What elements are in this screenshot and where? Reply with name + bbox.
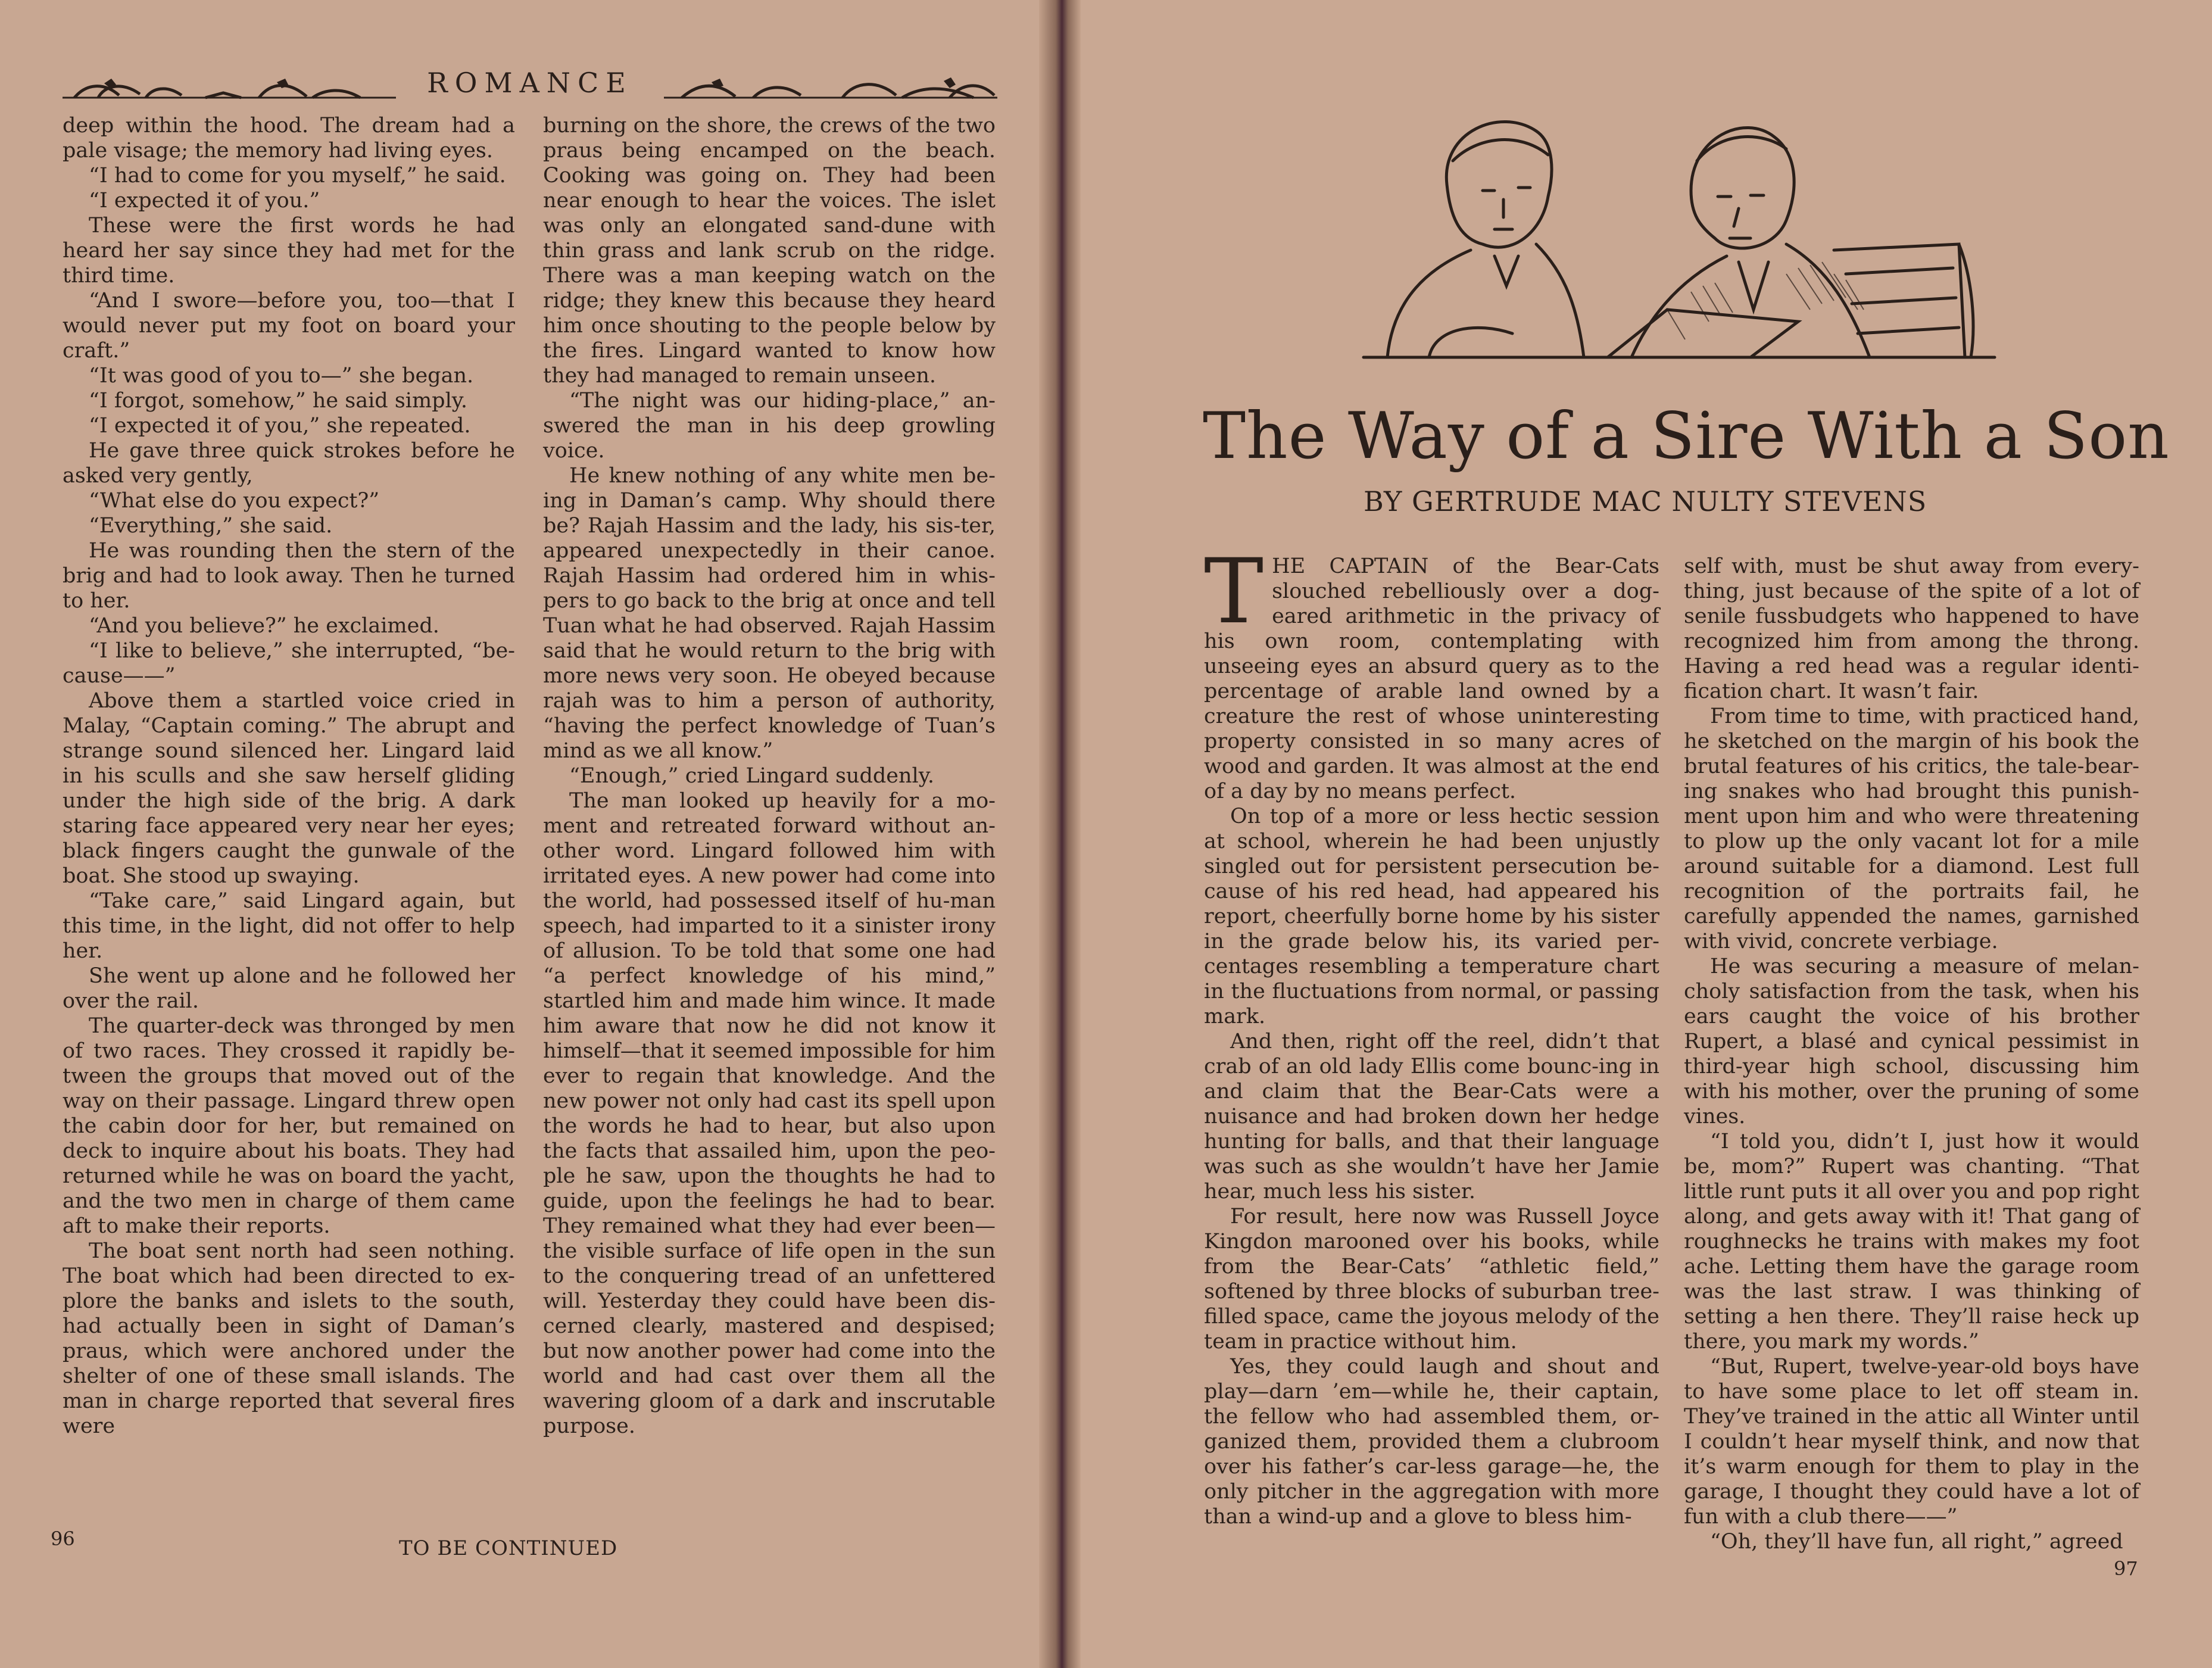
paragraph: “What else do you expect?” (89, 489, 380, 513)
paragraph: He gave three quick strokes before he asked very gently, (63, 439, 515, 488)
paragraph: She went up alone and he followed her over the rail. (63, 964, 515, 1013)
paragraph: Above them a startled voice cried in Malay, “Captain coming.” The abrupt and strange sound silenced her. Lingard laid in his sculls and she saw herself gliding under the high side of the brig. A dark staring face appeared very near her eyes; black fingers caught the gunwale of the boat. She stood up swaying. (63, 689, 515, 888)
paragraph: “I expected it of you,” she repeated. (89, 414, 471, 438)
father-and-son-illustration (1358, 95, 2007, 369)
paragraph: “The night was our hiding-place,” an-swered the man in his deep growling voice. (543, 389, 996, 463)
paragraph: “Enough,” cried Lingard suddenly. (569, 764, 934, 788)
palm-ornament-right-icon (664, 77, 997, 101)
paragraph: “Take care,” said Lingard again, but this time, in the light, did not offer to help her. (63, 889, 515, 963)
running-head (63, 67, 997, 108)
left-page (0, 0, 1072, 1668)
page-number-right: 97 (2114, 1557, 2138, 1580)
paragraph: “But, Rupert, twelve-year-old boys have to have some place to let off steam in. They’ve trained in the attic all Winter until I couldn’t hear myself think, and now that it’s warm enough for them to play in the garage, I thought they could have a lot of fun with a club there——” (1684, 1355, 2139, 1529)
paragraph: From time to time, with practiced hand, he sketched on the margin of his book the brutal features of his critics, the tale-bear-ing snakes who had brought this punish-ment upon him and who were threatening to plow up the only vacant lot for a mile around suitable for a diamond. Lest full recognition of the portraits fail, he carefully appended the names, garnished with vivid, concrete verbiage. (1684, 704, 2139, 953)
left-column-2 (543, 113, 996, 1439)
left-column-1 (63, 113, 515, 1439)
paragraph: “I told you, didn’t I, just how it would be, mom?” Rupert was chanting. “That little runt puts it all over you and pop right along, and gets away with it! That gang of roughnecks he trains with makes my foot ache. Letting them have the garage room was the last straw. I was thinking of setting a hen there. They’ll raise heck up there, you mark my words.” (1684, 1130, 2139, 1354)
paragraph: “It was good of you to—” she began. (89, 364, 474, 388)
right-column-1 (1204, 540, 1659, 1529)
paragraph: deep within the hood. The dream had a pale visage; the memory had living eyes. (63, 114, 515, 163)
right-column-2 (1684, 554, 2139, 1554)
paragraph: “I expected it of you.” (89, 189, 320, 213)
paragraph: burning on the shore, the crews of the two praus being encamped on the beach. Cooking was going on. They had been near enough to hear the voices. The islet was only an elongated sand-dune with thin grass and lank scrub on the ridge. There was a man keeping watch on the ridge; they knew this because they heard him once shouting to the people below by the fires. Lingard wanted to know how they had managed to remain unseen. (543, 114, 996, 388)
paragraph: On top of a more or less hectic session at school, wherein he had been unjustly singled out for persistent persecution be-cause of his red head, had appeared his report, cheerfully borne home by his sister in the grade below his, its varied per-centages resembling a temperature chart in the fluctuations from normal, or passing mark. (1204, 805, 1659, 1028)
paragraph: These were the first words he had heard her say since they had met for the third time. (63, 214, 515, 288)
paragraph: “And you believe?” he exclaimed. (89, 614, 439, 638)
paragraph: “Everything,” she said. (89, 514, 333, 538)
paragraph: The man looked up heavily for a mo-ment and retreated forward without an-other word. Lingard followed him with irritated eyes. A new power had come into the world, had possessed itself of hu-man speech, had imparted to it a sinister irony of allusion. To be told that some one had “a perfect knowledge of his mind,” startled him and made him wince. It made him aware that now he did not know it himself—that it seemed impossible for him ever to regain that knowledge. And the new power not only had cast its spell upon the words he had to hear, but also upon the facts that assailed him, upon the peo-ple he saw, upon the thoughts he had to guide, upon the feelings he had to bear. They remained what they had ever been—the visible surface of life open in the sun to the conquering tread of an unfettered will. Yesterday they could have been dis-cerned clearly, mastered and despised; but now another power had come into the world and had cast over them all the wavering gloom of a dark and inscrutable purpose. (543, 789, 996, 1438)
paragraph: The quarter-deck was thronged by men of two races. They crossed it rapidly be-tween the groups that moved out of the way on their passage. Lingard threw open the cabin door for her, but remained on deck to inquire about his boats. They had returned while he was on board the yacht, and the two men in charge of them came aft to make their reports. (63, 1014, 515, 1238)
to-be-continued: TO BE CONTINUED (399, 1536, 618, 1560)
running-head-title: ROMANCE (427, 67, 633, 99)
paragraph: The boat sent north had seen nothing. The boat which had been directed to ex-plore the banks and islets to the south, had actually been in sight of Daman’s praus, which were anchored under the shelter of one of these small islands. The man in charge reported that several fires were (63, 1239, 515, 1438)
paragraph: He was securing a measure of melan-choly satisfaction from the task, when his ears caught the voice of his brother Rupert, a blasé and cynical pessimist in third-year high school, discussing him with his mother, over the pruning of some vines. (1684, 955, 2139, 1128)
paragraph: “I forgot, somehow,” he said simply. (89, 389, 468, 413)
byline: BY GERTRUDE MAC NULTY STEVENS (1364, 485, 1927, 517)
drop-cap: T (1204, 540, 1264, 644)
paragraph: For result, here now was Russell Joyce Kingdon marooned over his books, while from the Bear-Cats’ “athletic field,” softened by three blocks of suburban tree-filled space, came the joyous melody of the team in practice without him. (1204, 1205, 1659, 1354)
paragraph: He knew nothing of any white men be-ing in Daman’s camp. Why should there be? Rajah Hassim and the lady, his sis-ter, appeared unexpectedly in their canoe. Rajah Hassim had ordered him in whis-pers to go back to the brig at once and tell Tuan what he had observed. Rajah Hassim said that he would return to the brig with more news very soon. He obeyed because rajah was to him a person of authority, “having the perfect knowledge of Tuan’s mind as we all know.” (543, 464, 996, 763)
paragraph: And then, right off the reel, didn’t that crab of an old lady Ellis come bounc-ing in and claim that the Bear-Cats were a nuisance and had broken down her hedge hunting for balls, and that their language was such as she wouldn’t have her Jamie hear, much less his sister. (1204, 1030, 1659, 1204)
paragraph: “I had to come for you myself,” he said. (89, 164, 506, 188)
story-title: The Way of a Sire With a Son (1203, 399, 2170, 473)
paragraph: Yes, they could laugh and shout and play—darn ’em—while he, their captain, the fellow who had assembled them, or-ganized them, provided them a clubroom over his father’s car-less garage—he, the only pitcher in the aggregation with more than a wind-up and a glove to bless him- (1204, 1355, 1659, 1529)
paragraph: “I like to believe,” she interrupted, “be-cause——” (63, 639, 515, 688)
paragraph: “Oh, they’ll have fun, all right,” agreed (1710, 1530, 2123, 1554)
opening-text: HE CAPTAIN of the Bear-Cats slouched rebelliously over a dog-eared arithmetic in the privacy of his own room, contemplating with unseeing eyes an absurd query as to the percentage of arable land owned by a creature the rest of whose uninteresting property consisted in so many acres of wood and garden. It was almost at the end of a day by no means perfect. (1204, 554, 1659, 803)
opening-paragraph (1204, 540, 1659, 804)
paragraph: self with, must be shut away from every-thing, just because of the spite of a lot of senile fussbudgets who happened to have recognized him from among the throng. Having a red head was a regular identi-fication chart. It wasn’t fair. (1684, 554, 2139, 703)
book-gutter (1039, 0, 1081, 1668)
paragraph: “And I swore—before you, too—that I would never put my foot on board your craft.” (63, 289, 515, 363)
page-number-left: 96 (51, 1527, 75, 1550)
paragraph: He was rounding then the stern of the brig and had to look away. Then he turned to her. (63, 539, 515, 613)
